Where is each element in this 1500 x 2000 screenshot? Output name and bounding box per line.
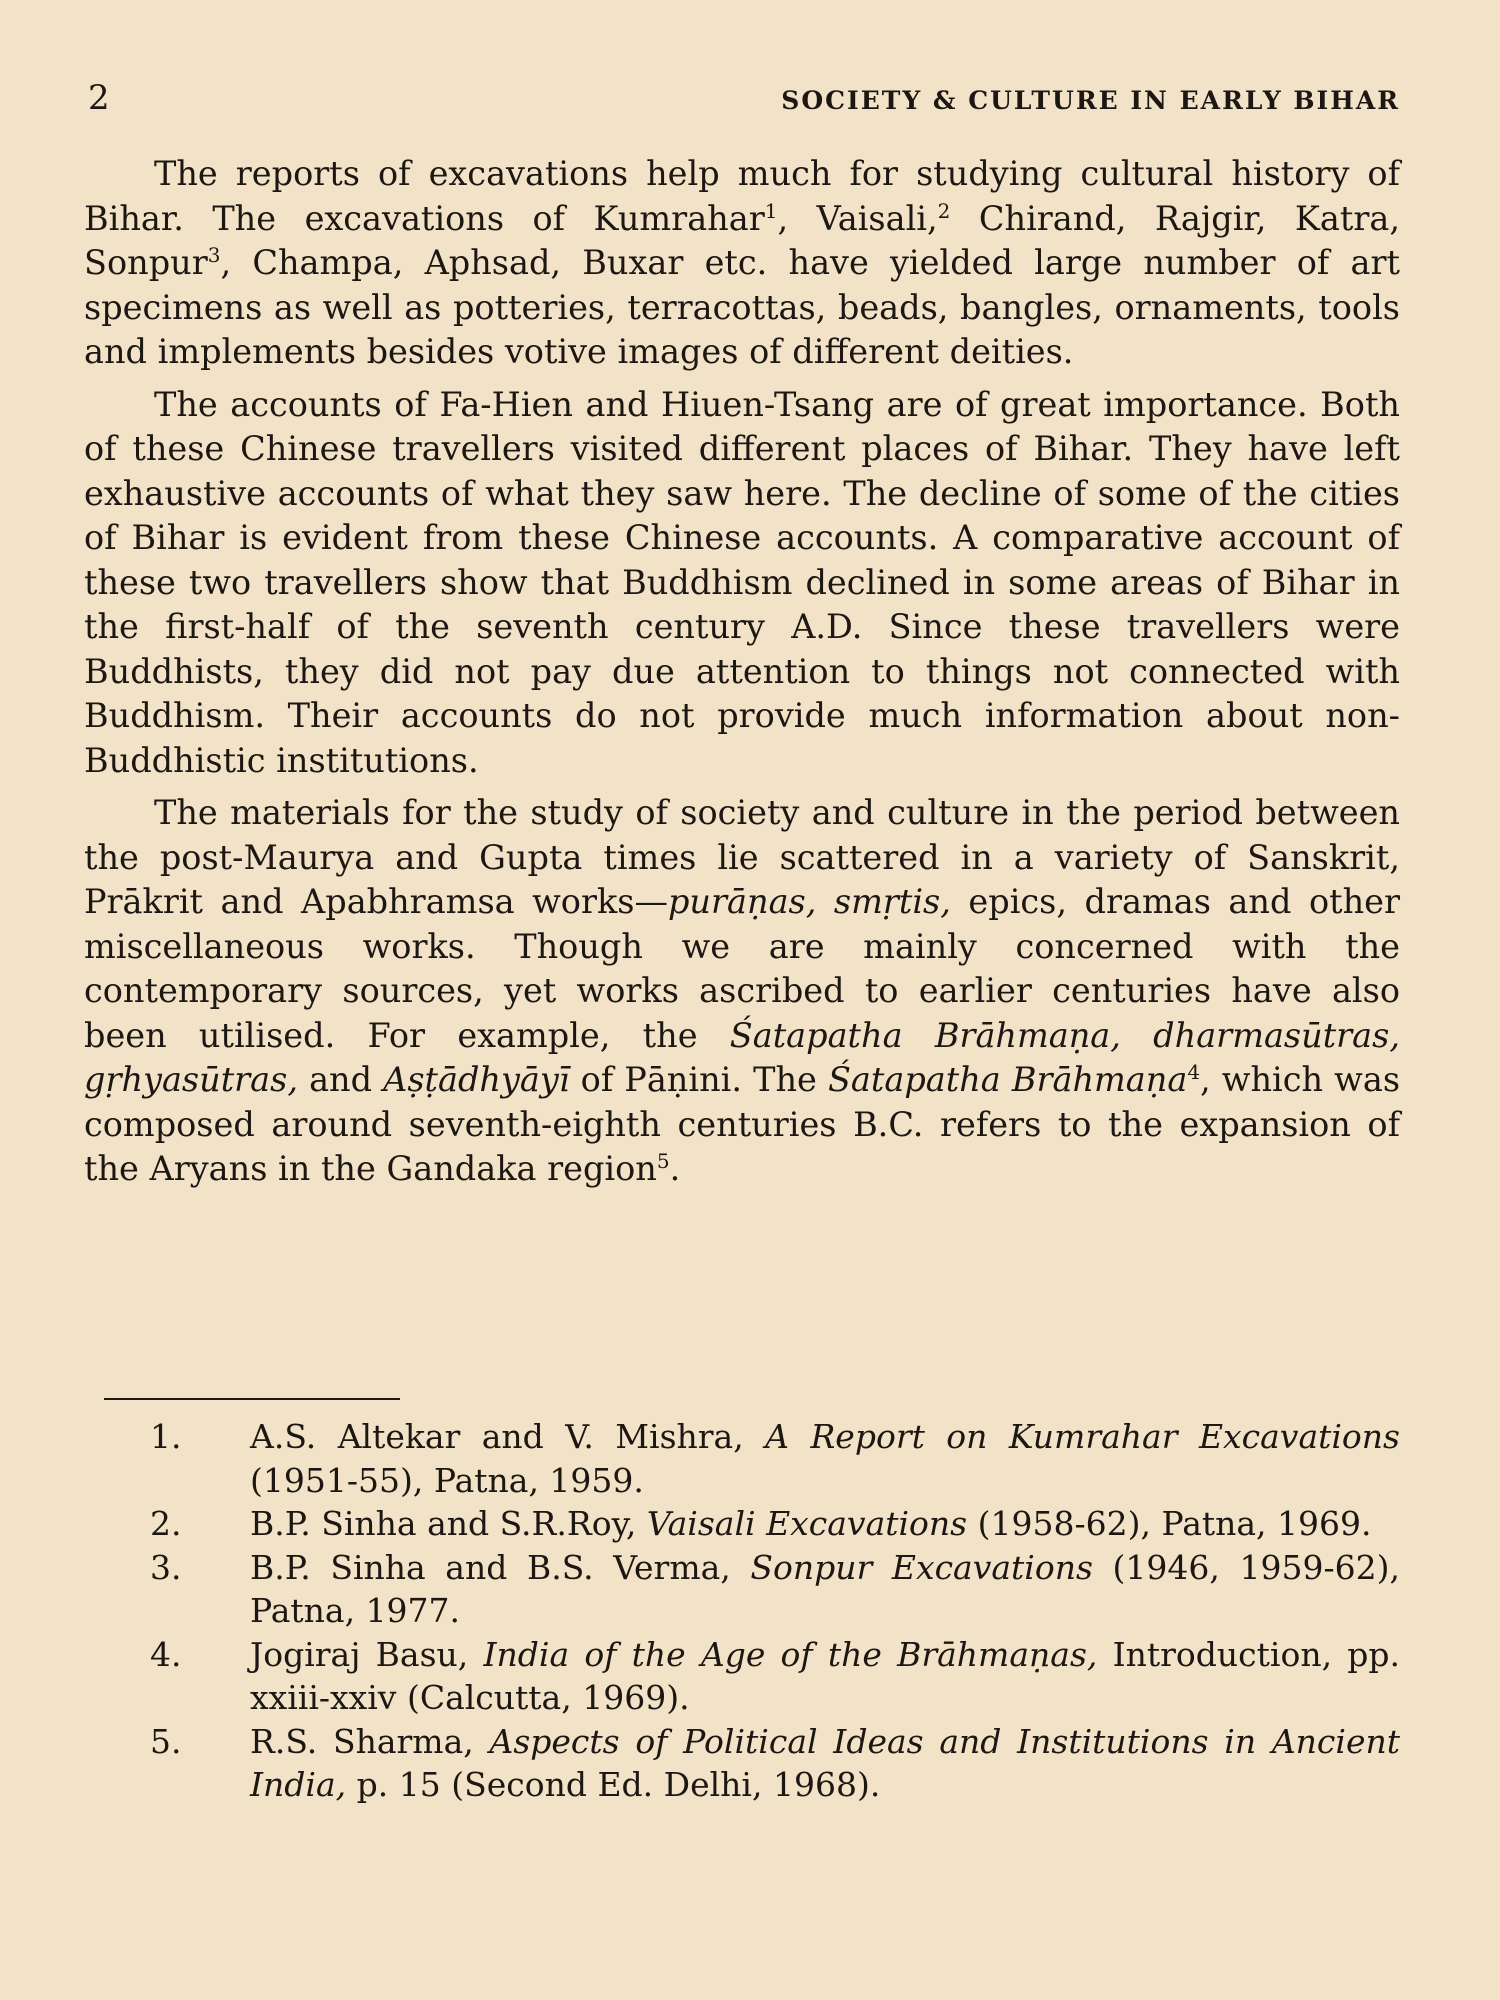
footnotes <box>150 1415 1400 1807</box>
footnote-ref-1: 1 <box>764 198 778 223</box>
paragraph-materials <box>84 791 1400 1192</box>
page-header <box>88 78 1400 118</box>
text-run: The materials for the study of society and culture in the period between the post-Maurya and Gupta times lie scattered in a variety of Sanskrit, Prākrit and Apabhramsa works— <box>84 793 1400 921</box>
footnote-item <box>150 1546 1400 1633</box>
footnote-number: 1. <box>150 1417 182 1456</box>
footnote-number: 5. <box>150 1721 182 1761</box>
footnote-text: B.P. Sinha and B.S. Verma, Sonpur Excavations (1946, 1959-62), Patna, 1977. <box>250 1547 1400 1630</box>
footnote-number: 4. <box>150 1634 182 1674</box>
footnote-ref-3: 3 <box>207 243 221 267</box>
page-number: 2 <box>88 78 110 118</box>
footnote-ref-5: 5 <box>656 1149 670 1173</box>
footnote-text: A.S. Altekar and V. Mishra, A Report on Kumrahar Excavations (1951-55), Patna, 1959. <box>250 1417 1400 1500</box>
text-run: . <box>669 1149 681 1188</box>
paragraph-excavations <box>84 152 1400 375</box>
footnote-divider <box>104 1398 400 1400</box>
text-run: and <box>298 1060 384 1099</box>
footnote-number: 2. <box>150 1504 182 1543</box>
italic-term: Aṣṭādhyāyī <box>383 1060 570 1099</box>
footnote-ref-2: 2 <box>937 198 951 223</box>
text-run: , Champa, Aphsad, Buxar etc. have yielded large number of art specimens as well as potteries, terracottas, beads, bangles, ornaments, tools and implements besides votive images of different deities. <box>84 243 1400 371</box>
footnote-ref-4: 4 <box>1187 1060 1201 1084</box>
footnote-item <box>150 1633 1400 1720</box>
italic-term: Śatapatha Brāhmaṇa, dharmasūtras, gṛhyasūtras, <box>84 1015 1400 1099</box>
text-run: The reports of excavations help much for studying cultural history of Bihar. The excavations of Kumrahar <box>84 154 1400 238</box>
footnote-text: B.P. Sinha and S.R.Roy, Vaisali Excavations (1958-62), Patna, 1969. <box>250 1504 1372 1543</box>
running-head: SOCIETY & CULTURE IN EARLY BIHAR <box>781 86 1400 115</box>
footnote-item <box>150 1720 1400 1807</box>
footnote-text: R.S. Sharma, Aspects of Political Ideas and Institutions in Ancient India, p. 15 (Second Ed. Delhi, 1968). <box>250 1721 1400 1804</box>
italic-term: purāṇas, smṛtis, <box>667 882 951 921</box>
text-run: epics, dramas and other miscellaneous works. Though we are mainly concerned with the contemporary sources, yet works ascribed to earlier centuries have also been utilised. For example, the <box>84 882 1400 1055</box>
footnote-item <box>150 1415 1400 1502</box>
footnote-item <box>150 1502 1400 1546</box>
footnote-number: 3. <box>150 1547 182 1587</box>
text-run: Chirand, Rajgir, Katra, Sonpur <box>84 198 1400 282</box>
text-run: , Vaisali, <box>777 198 938 238</box>
body-text <box>84 152 1400 1200</box>
paragraph-travellers: The accounts of Fa-Hien and Hiuen-Tsang are of great importance. Both of these Chinese travellers visited different places of Bihar. They have left exhaustive accounts of what they saw here. The decline of some of the cities of Bihar is evident from these Chinese accounts. A comparative account of these two travellers show that Buddhism declined in some areas of Bihar in the first-half of the seventh century A.D. Since these travellers were Buddhists, they did not pay due attention to things not connected with Buddhism. Their accounts do not provide much information about non-Buddhistic institutions. <box>84 384 1400 780</box>
text-run: of Pāṇini. The <box>569 1060 828 1099</box>
footnote-text: Jogiraj Basu, India of the Age of the Brāhmaṇas, Introduction, pp. xxiii-xxiv (Calcutta, 1969). <box>250 1634 1401 1717</box>
text-run: , which was composed around seventh-eighth centuries B.C. refers to the expansion of the Aryans in the Gandaka region <box>84 1060 1401 1188</box>
italic-term: Śatapatha Brāhmaṇa <box>827 1060 1188 1099</box>
